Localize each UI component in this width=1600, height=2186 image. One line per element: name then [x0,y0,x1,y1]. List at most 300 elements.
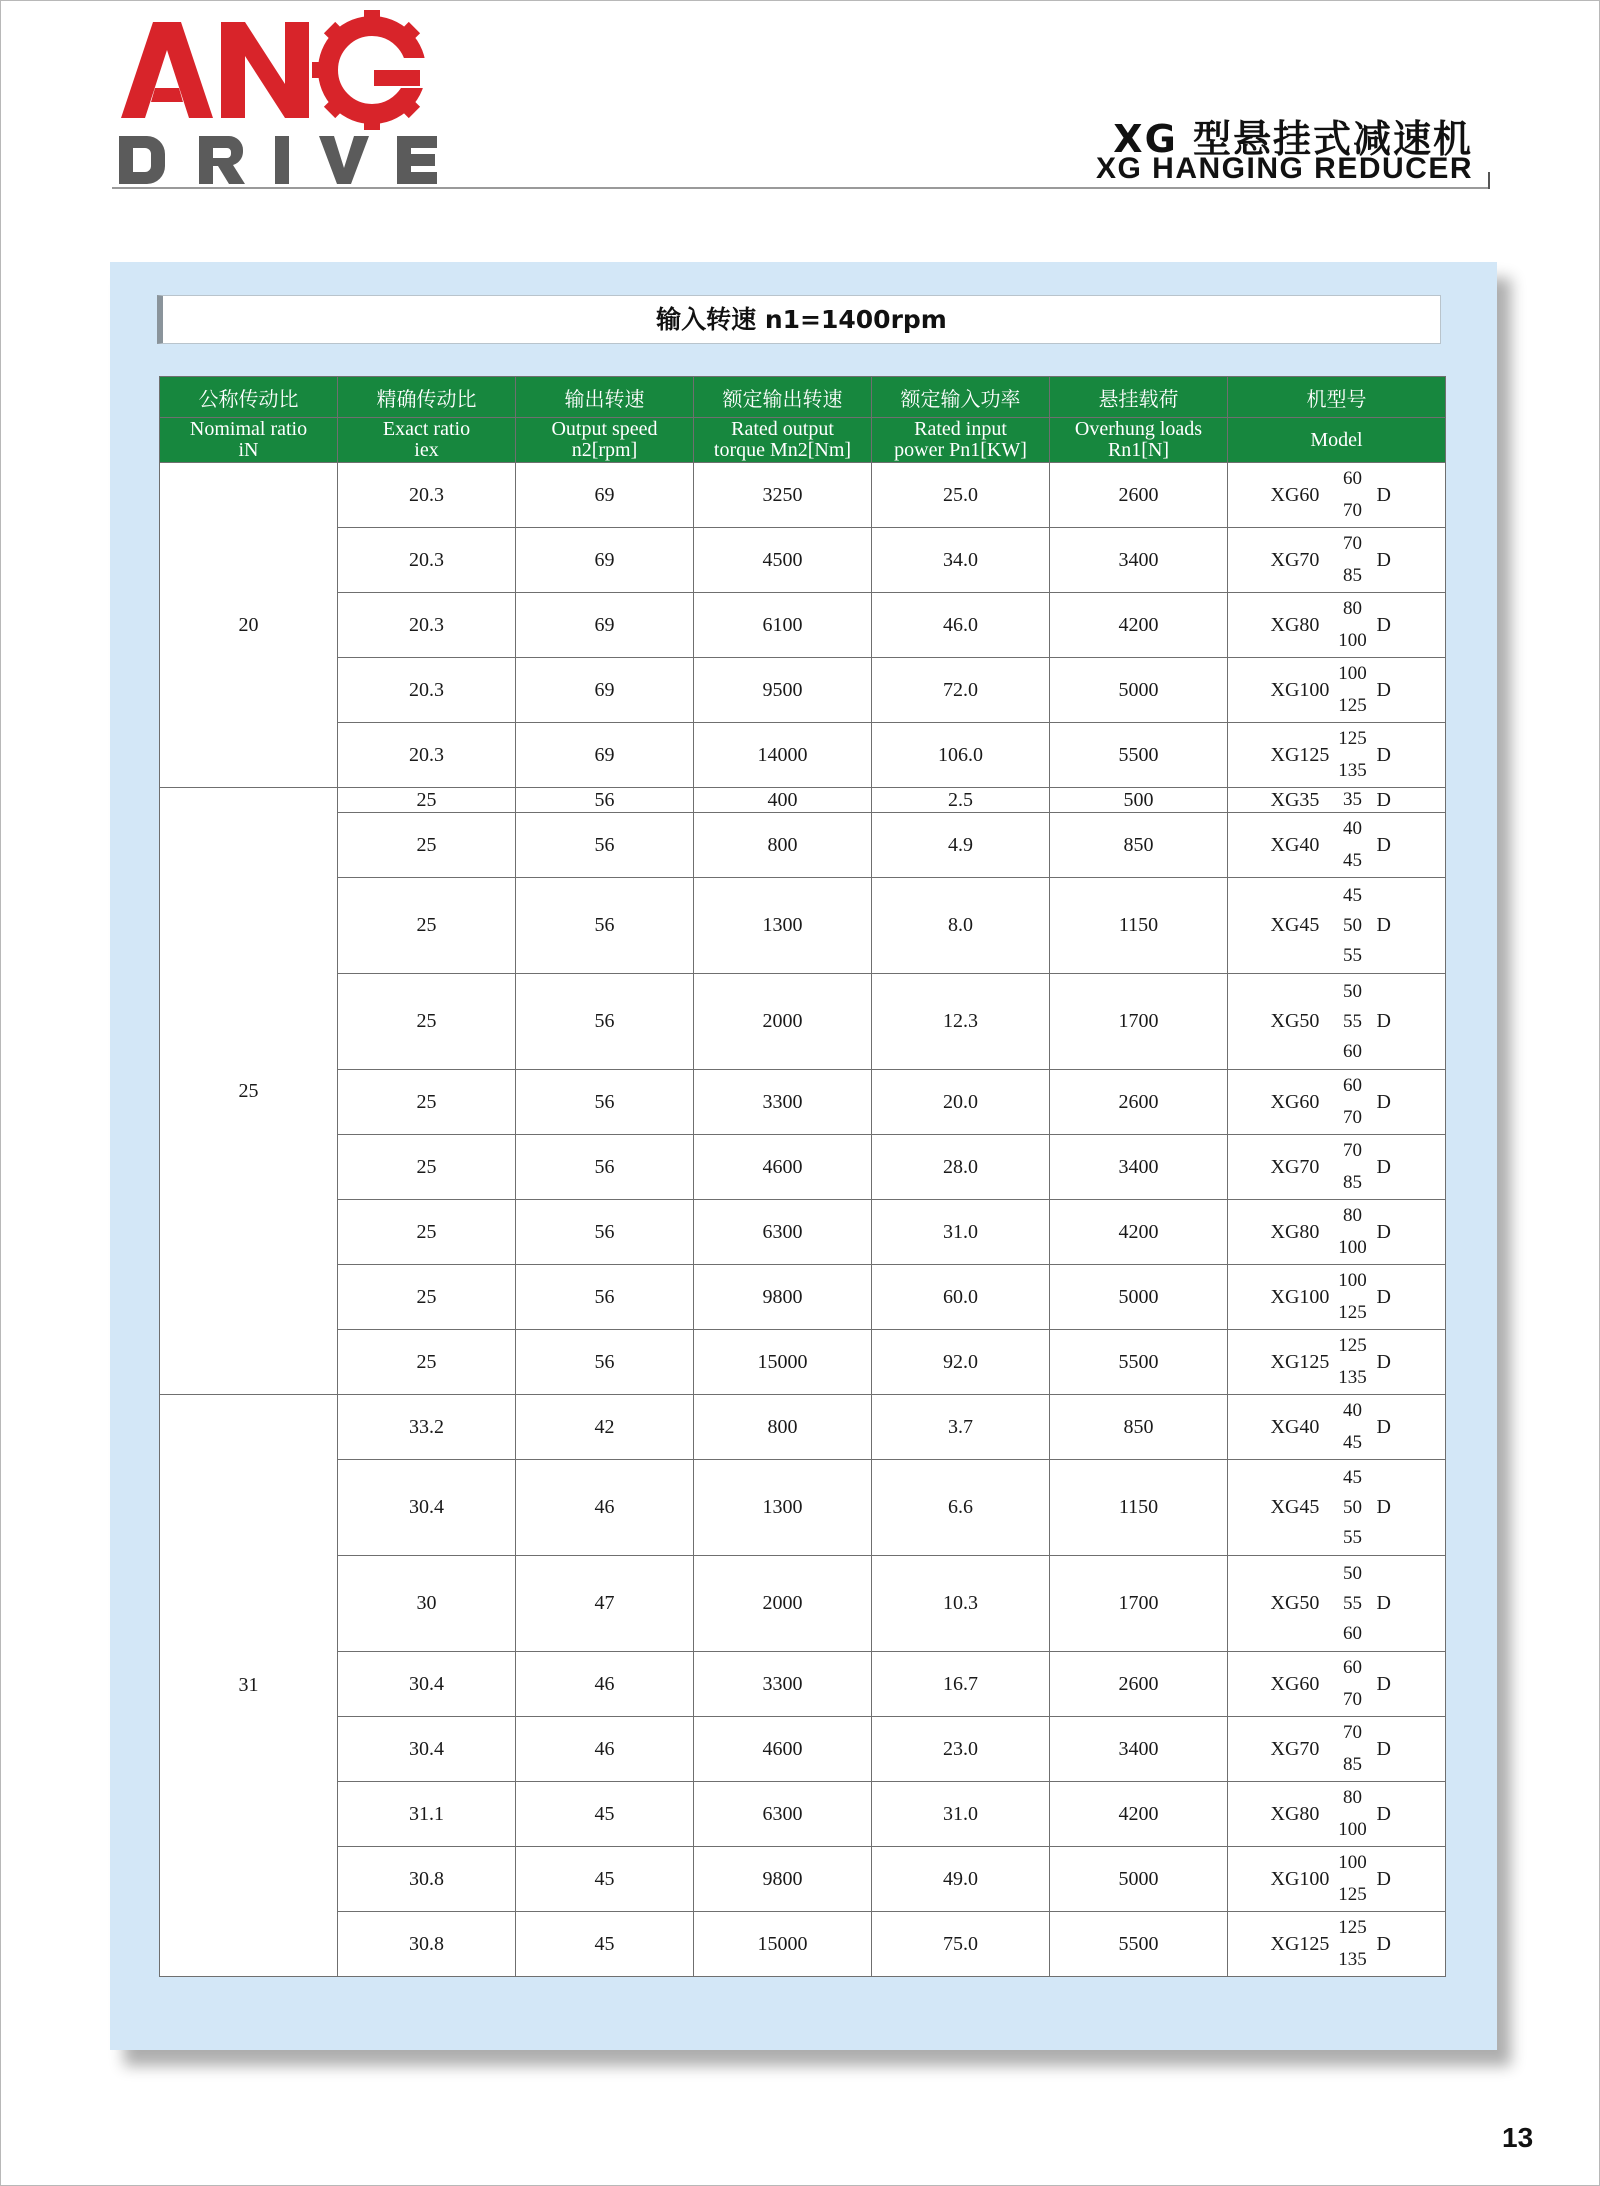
model-name: XG45 [1270,914,1320,936]
model-size-value: 85 [1343,1754,1362,1775]
model-designation [1228,1200,1445,1264]
overhung-load-cell: 2600 [1050,463,1228,528]
model-suffix: D [1376,1496,1391,1518]
model-size-value: 55 [1343,1592,1362,1614]
model-suffix: D [1376,1090,1391,1113]
title-chinese: XG 型悬挂式减速机 [1113,117,1473,161]
model-size-value: 100 [1338,1852,1367,1873]
model-cell [1228,463,1446,528]
model-sizes [1333,977,1373,1067]
rated-power-cell: 34.0 [872,528,1050,593]
model-sizes [1333,593,1373,657]
rated-torque-cell: 9800 [694,1265,872,1330]
col-header-model-en: Model [1228,418,1446,463]
model-size-value: 100 [1338,663,1367,684]
output-speed-cell: 46 [516,1652,694,1717]
header-divider-tick [1488,172,1490,189]
model-suffix: D [1376,1867,1391,1890]
model-cell [1228,1135,1446,1200]
model-sizes [1333,1652,1373,1716]
model-suffix: D [1376,914,1391,936]
rated-power-cell: 12.3 [872,974,1050,1070]
header-divider [112,187,1490,189]
model-size-value: 50 [1343,1496,1362,1518]
model-designation [1228,1135,1445,1199]
exact-ratio-cell: 30.8 [338,1912,516,1977]
model-sizes [1333,1847,1373,1911]
model-size-value: 55 [1343,1526,1362,1548]
input-speed-title: 输入转速 n1=1400rpm [157,295,1441,344]
overhung-load-cell: 4200 [1050,593,1228,658]
model-size-value: 80 [1343,1787,1362,1808]
model-suffix: D [1376,833,1391,856]
table-row [160,1652,1446,1717]
rated-power-cell: 49.0 [872,1847,1050,1912]
col-header-load-cn: 悬挂载荷 [1050,377,1228,418]
output-speed-cell: 45 [516,1912,694,1977]
model-designation [1228,1265,1445,1329]
model-size-value: 70 [1343,533,1362,554]
model-sizes [1333,658,1373,722]
model-size-value: 55 [1343,1010,1362,1032]
model-size-value: 70 [1343,1140,1362,1161]
rated-torque-cell: 9500 [694,658,872,723]
model-suffix: D [1376,548,1391,571]
exact-ratio-cell: 25 [338,813,516,878]
table-row [160,878,1446,974]
model-designation [1228,1070,1445,1134]
col-header-torque-en-line1: Rated output [731,418,834,440]
table-row [160,1395,1446,1460]
overhung-load-cell: 2600 [1050,1652,1228,1717]
model-size-value: 60 [1343,1075,1362,1096]
model-designation [1228,1395,1445,1459]
model-cell [1228,593,1446,658]
model-cell [1228,974,1446,1070]
table-row [160,658,1446,723]
nominal-ratio-cell: 31 [160,1395,338,1977]
output-speed-cell: 46 [516,1717,694,1782]
model-name: XG125 [1270,1932,1330,1955]
table-row [160,974,1446,1070]
col-header-exact-cn: 精确传动比 [338,377,516,418]
model-size-value: 100 [1338,630,1367,651]
model-cell [1228,1556,1446,1652]
table-row [160,1556,1446,1652]
output-speed-cell: 56 [516,974,694,1070]
model-size-value: 80 [1343,1205,1362,1226]
model-name: XG100 [1270,1285,1330,1308]
model-size-value: 45 [1343,1466,1362,1488]
exact-ratio-cell: 30.4 [338,1652,516,1717]
overhung-load-cell: 500 [1050,788,1228,813]
model-sizes [1333,1330,1373,1394]
model-size-value: 100 [1338,1270,1367,1291]
table-row [160,1135,1446,1200]
table-row [160,723,1446,788]
rated-torque-cell: 2000 [694,1556,872,1652]
model-size-value: 85 [1343,1172,1362,1193]
overhung-load-cell: 850 [1050,813,1228,878]
overhung-load-cell: 3400 [1050,1717,1228,1782]
model-name: XG70 [1270,1737,1320,1760]
rated-torque-cell: 15000 [694,1330,872,1395]
table-row [160,528,1446,593]
rated-torque-cell: 3300 [694,1070,872,1135]
model-size-value: 85 [1343,565,1362,586]
model-suffix: D [1376,1155,1391,1178]
model-name: XG45 [1270,1496,1320,1518]
model-designation [1228,658,1445,722]
exact-ratio-cell: 31.1 [338,1782,516,1847]
model-name: XG70 [1270,1155,1320,1178]
model-designation [1228,1652,1445,1716]
output-speed-cell: 56 [516,1135,694,1200]
rated-power-cell: 46.0 [872,593,1050,658]
model-cell [1228,1652,1446,1717]
overhung-load-cell: 1700 [1050,1556,1228,1652]
nominal-ratio-cell: 25 [160,788,338,1395]
table-row [160,593,1446,658]
model-name: XG125 [1270,743,1330,766]
rated-torque-cell: 6300 [694,1200,872,1265]
model-designation [1228,789,1445,812]
overhung-load-cell: 5500 [1050,723,1228,788]
model-suffix: D [1376,788,1391,811]
output-speed-cell: 47 [516,1556,694,1652]
exact-ratio-cell: 20.3 [338,528,516,593]
col-header-speed-en [516,418,694,463]
model-cell [1228,813,1446,878]
model-suffix: D [1376,1220,1391,1243]
table-row [160,1265,1446,1330]
exact-ratio-cell: 25 [338,974,516,1070]
model-designation [1228,1912,1445,1976]
model-sizes [1333,790,1373,810]
exact-ratio-cell: 33.2 [338,1395,516,1460]
exact-ratio-cell: 25 [338,1265,516,1330]
model-size-value: 45 [1343,1432,1362,1453]
col-header-exact-en [338,418,516,463]
model-name: XG35 [1270,788,1320,811]
model-designation [1228,977,1445,1067]
rated-power-cell: 92.0 [872,1330,1050,1395]
model-sizes [1333,1782,1373,1846]
model-size-value: 45 [1343,850,1362,871]
model-sizes [1333,813,1373,877]
title-english: XG HANGING REDUCER [1095,152,1473,185]
model-cell [1228,1717,1446,1782]
col-header-speed-en-line2: n2[rpm] [571,439,638,461]
rated-torque-cell: 4600 [694,1717,872,1782]
col-header-torque-en [694,418,872,463]
output-speed-cell: 69 [516,723,694,788]
model-suffix: D [1376,1672,1391,1695]
table-row [160,1912,1446,1977]
overhung-load-cell: 3400 [1050,528,1228,593]
model-designation [1228,1847,1445,1911]
rated-power-cell: 75.0 [872,1912,1050,1977]
model-size-value: 70 [1343,1107,1362,1128]
output-speed-cell: 56 [516,878,694,974]
model-size-value: 50 [1343,980,1362,1002]
model-cell [1228,1200,1446,1265]
output-speed-cell: 56 [516,1330,694,1395]
rated-power-cell: 8.0 [872,878,1050,974]
model-size-value: 125 [1338,695,1367,716]
rated-torque-cell: 4500 [694,528,872,593]
output-speed-cell: 69 [516,463,694,528]
rated-power-cell: 72.0 [872,658,1050,723]
model-size-value: 100 [1338,1819,1367,1840]
col-header-load-en-line1: Overhung loads [1074,418,1203,440]
col-header-nominal-cn: 公称传动比 [160,377,338,418]
model-size-value: 70 [1343,1722,1362,1743]
rated-power-cell: 31.0 [872,1782,1050,1847]
output-speed-cell: 56 [516,1070,694,1135]
model-designation [1228,463,1445,527]
model-designation [1228,1717,1445,1781]
model-size-value: 60 [1343,1040,1362,1062]
model-designation [1228,593,1445,657]
col-header-power-cn: 额定输入功率 [872,377,1050,418]
model-suffix: D [1376,613,1391,636]
nominal-ratio-cell: 20 [160,463,338,788]
model-suffix: D [1376,1737,1391,1760]
rated-torque-cell: 14000 [694,723,872,788]
rated-torque-cell: 800 [694,813,872,878]
model-designation [1228,1782,1445,1846]
exact-ratio-cell: 20.3 [338,463,516,528]
col-header-power-en-line1: Rated input [914,418,1007,440]
model-size-value: 70 [1343,1689,1362,1710]
overhung-load-cell: 3400 [1050,1135,1228,1200]
rated-power-cell: 23.0 [872,1717,1050,1782]
exact-ratio-cell: 30.4 [338,1717,516,1782]
exact-ratio-cell: 30 [338,1556,516,1652]
model-cell [1228,1070,1446,1135]
rated-torque-cell: 4600 [694,1135,872,1200]
model-name: XG80 [1270,1220,1320,1243]
model-designation [1228,1330,1445,1394]
model-suffix: D [1376,483,1391,506]
rated-power-cell: 6.6 [872,1460,1050,1556]
model-designation [1228,723,1445,787]
model-suffix: D [1376,1802,1391,1825]
model-name: XG80 [1270,1802,1320,1825]
overhung-load-cell: 5500 [1050,1330,1228,1395]
exact-ratio-cell: 25 [338,1070,516,1135]
model-name: XG40 [1270,833,1320,856]
model-sizes [1333,1200,1373,1264]
rated-power-cell: 10.3 [872,1556,1050,1652]
exact-ratio-cell: 25 [338,788,516,813]
model-suffix: D [1376,678,1391,701]
rated-torque-cell: 6100 [694,593,872,658]
model-suffix: D [1376,1285,1391,1308]
header-row-english [160,418,1446,463]
model-cell [1228,1330,1446,1395]
model-cell [1228,1782,1446,1847]
table-row [160,1200,1446,1265]
overhung-load-cell: 5000 [1050,1847,1228,1912]
col-header-exact-en-line2: iex [414,439,439,461]
model-cell [1228,788,1446,813]
model-sizes [1333,1070,1373,1134]
model-size-value: 125 [1338,1917,1367,1938]
col-header-model-cn: 机型号 [1228,377,1446,418]
model-cell [1228,658,1446,723]
col-header-power-en [872,418,1050,463]
overhung-load-cell: 4200 [1050,1782,1228,1847]
overhung-load-cell: 1150 [1050,878,1228,974]
model-name: XG100 [1270,1867,1330,1890]
col-header-torque-cn: 额定输出转速 [694,377,872,418]
table-row [160,1847,1446,1912]
rated-torque-cell: 400 [694,788,872,813]
rated-power-cell: 60.0 [872,1265,1050,1330]
col-header-nominal-en [160,418,338,463]
rated-torque-cell: 1300 [694,878,872,974]
model-size-value: 80 [1343,598,1362,619]
overhung-load-cell: 1700 [1050,974,1228,1070]
model-suffix: D [1376,1592,1391,1614]
model-sizes [1333,528,1373,592]
model-size-value: 60 [1343,1622,1362,1644]
overhung-load-cell: 5000 [1050,1265,1228,1330]
model-size-value: 60 [1343,468,1362,489]
model-cell [1228,528,1446,593]
rated-power-cell: 2.5 [872,788,1050,813]
spec-table [159,376,1446,1977]
exact-ratio-cell: 25 [338,878,516,974]
table-row [160,813,1446,878]
model-cell [1228,1912,1446,1977]
model-size-value: 50 [1343,1562,1362,1584]
model-size-value: 125 [1338,1302,1367,1323]
output-speed-cell: 46 [516,1460,694,1556]
model-sizes [1333,723,1373,787]
model-sizes [1333,1463,1373,1553]
rated-power-cell: 20.0 [872,1070,1050,1135]
table-row [160,1070,1446,1135]
model-name: XG50 [1270,1592,1320,1614]
table-row [160,1460,1446,1556]
model-suffix: D [1376,743,1391,766]
model-designation [1228,528,1445,592]
model-name: XG60 [1270,483,1320,506]
output-speed-cell: 69 [516,528,694,593]
model-designation [1228,1463,1445,1553]
model-sizes [1333,1265,1373,1329]
model-sizes [1333,881,1373,971]
model-size-value: 100 [1338,1237,1367,1258]
model-cell [1228,1265,1446,1330]
header-row-chinese [160,377,1446,418]
overhung-load-cell: 5500 [1050,1912,1228,1977]
model-designation [1228,813,1445,877]
overhung-load-cell: 4200 [1050,1200,1228,1265]
model-size-value: 35 [1343,789,1362,810]
model-name: XG125 [1270,1350,1330,1373]
model-size-value: 70 [1343,500,1362,521]
model-name: XG80 [1270,613,1320,636]
exact-ratio-cell: 25 [338,1330,516,1395]
rated-torque-cell: 9800 [694,1847,872,1912]
exact-ratio-cell: 20.3 [338,593,516,658]
col-header-load-en-line2: Rn1[N] [1107,439,1170,461]
table-row [160,788,1446,813]
model-size-value: 45 [1343,884,1362,906]
col-header-load-en [1050,418,1228,463]
model-size-value: 125 [1338,1335,1367,1356]
model-size-value: 135 [1338,1367,1367,1388]
model-name: XG60 [1270,1672,1320,1695]
output-speed-cell: 69 [516,593,694,658]
col-header-speed-en-line1: Output speed [551,418,658,440]
output-speed-cell: 45 [516,1782,694,1847]
table-row [160,463,1446,528]
rated-power-cell: 31.0 [872,1200,1050,1265]
model-size-value: 125 [1338,1884,1367,1905]
model-name: XG50 [1270,1010,1320,1032]
model-cell [1228,1847,1446,1912]
overhung-load-cell: 2600 [1050,1070,1228,1135]
model-size-value: 135 [1338,760,1367,781]
table-row [160,1330,1446,1395]
col-header-nominal-en-line1: Nomimal ratio [189,418,308,440]
model-sizes [1333,1912,1373,1976]
output-speed-cell: 69 [516,658,694,723]
model-size-value: 135 [1338,1949,1367,1970]
model-cell [1228,1395,1446,1460]
col-header-torque-en-line2: torque Mn2[Nm] [713,439,852,461]
rated-torque-cell: 3300 [694,1652,872,1717]
model-name: XG100 [1270,678,1330,701]
exact-ratio-cell: 20.3 [338,723,516,788]
model-suffix: D [1376,1010,1391,1032]
rated-power-cell: 25.0 [872,463,1050,528]
model-sizes [1333,1559,1373,1649]
rated-torque-cell: 15000 [694,1912,872,1977]
model-suffix: D [1376,1415,1391,1438]
rated-torque-cell: 6300 [694,1782,872,1847]
overhung-load-cell: 850 [1050,1395,1228,1460]
model-cell [1228,878,1446,974]
rated-power-cell: 106.0 [872,723,1050,788]
col-header-exact-en-line1: Exact ratio [382,418,471,440]
col-header-power-en-line2: power Pn1[KW] [894,439,1027,461]
model-suffix: D [1376,1350,1391,1373]
output-speed-cell: 56 [516,813,694,878]
page-number: 13 [1502,2122,1534,2153]
model-name: XG70 [1270,548,1320,571]
output-speed-cell: 56 [516,1265,694,1330]
exact-ratio-cell: 20.3 [338,658,516,723]
model-designation [1228,1559,1445,1649]
rated-torque-cell: 1300 [694,1460,872,1556]
model-sizes [1333,1717,1373,1781]
exact-ratio-cell: 25 [338,1200,516,1265]
table-row [160,1782,1446,1847]
rated-power-cell: 28.0 [872,1135,1050,1200]
model-size-value: 40 [1343,1400,1362,1421]
output-speed-cell: 45 [516,1847,694,1912]
rated-torque-cell: 2000 [694,974,872,1070]
exact-ratio-cell: 30.8 [338,1847,516,1912]
col-header-nominal-en-line2: iN [238,439,259,461]
model-sizes [1333,1135,1373,1199]
